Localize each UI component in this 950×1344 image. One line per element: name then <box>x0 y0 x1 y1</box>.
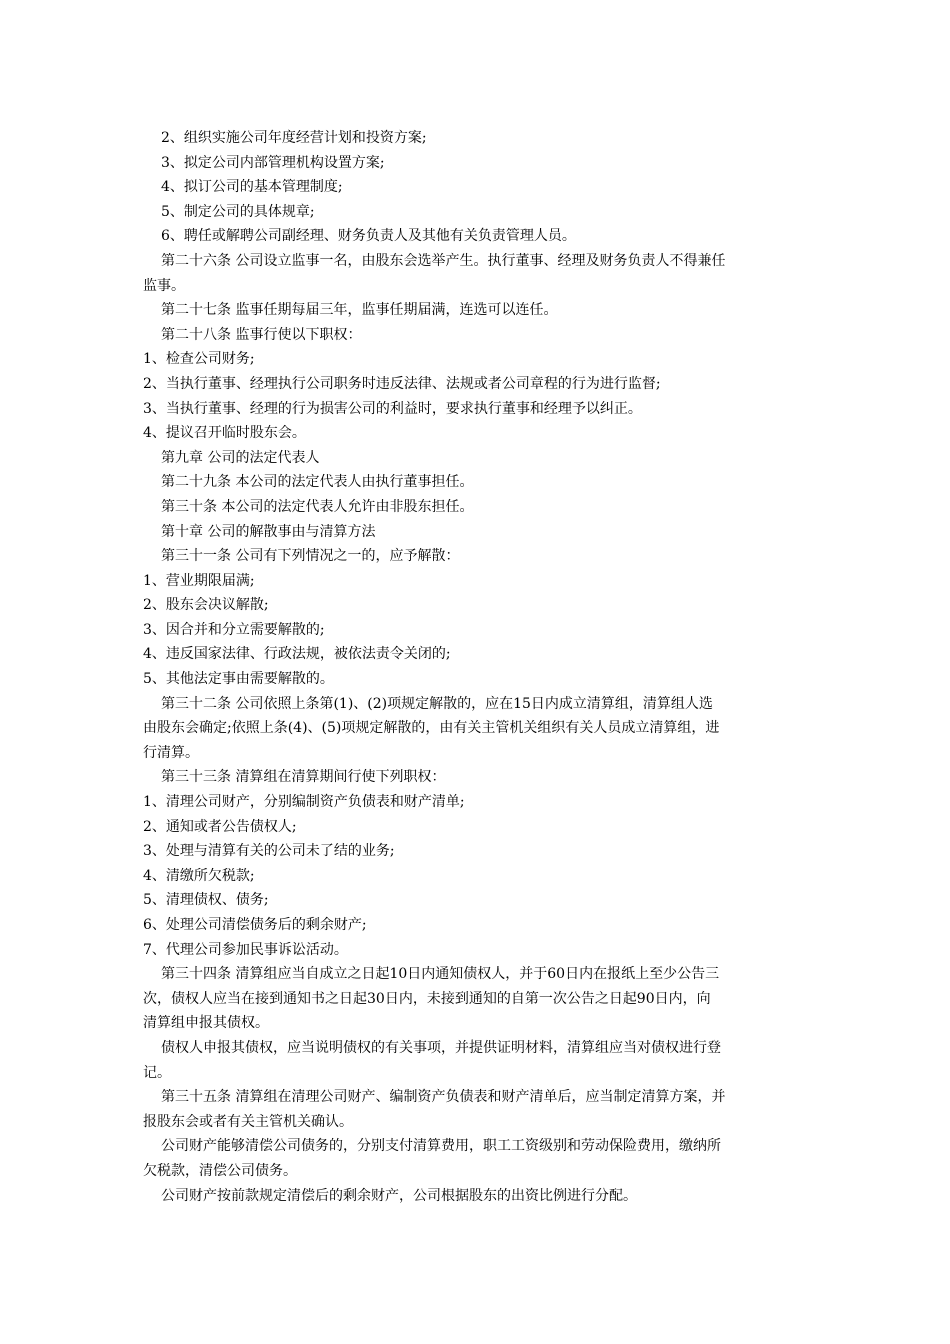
text-line: 第三十条 本公司的法定代表人允许由非股东担任。 <box>161 498 474 515</box>
text-line: 欠税款，清偿公司债务。 <box>143 1162 297 1179</box>
text-line: 1、检查公司财务; <box>143 351 255 368</box>
text-line: 报股东会或者有关主管机关确认。 <box>143 1113 353 1130</box>
text-line: 由股东会确定;依照上条(4)、(5)项规定解散的，由有关主管机关组织有关人员成立清算组，进 <box>143 720 720 737</box>
text-line: 第三十三条 清算组在清算期间行使下列职权： <box>161 769 446 786</box>
text-line: 7、代理公司参加民事诉讼活动。 <box>143 941 348 958</box>
text-line: 第二十八条 监事行使以下职权： <box>161 326 362 343</box>
text-line: 债权人申报其债权，应当说明债权的有关事项，并提供证明材料，清算组应当对债权进行登 <box>161 1039 721 1056</box>
text-line: 5、清理债权、债务; <box>143 892 269 909</box>
text-line: 6、聘任或解聘公司副经理、财务负责人及其他有关负责管理人员。 <box>161 228 576 245</box>
text-line: 行清算。 <box>143 744 199 761</box>
text-line: 第三十五条 清算组在清理公司财产、编制资产负债表和财产清单后，应当制定清算方案，并 <box>161 1089 726 1106</box>
text-line: 3、当执行董事、经理的行为损害公司的利益时，要求执行董事和经理予以纠正。 <box>143 400 642 417</box>
text-line: 3、处理与清算有关的公司未了结的业务; <box>143 843 395 860</box>
text-line: 2、组织实施公司年度经营计划和投资方案; <box>161 130 427 146</box>
text-line: 5、制定公司的具体规章; <box>161 203 315 220</box>
text-line: 3、拟定公司内部管理机构设置方案; <box>161 154 385 171</box>
text-line: 1、营业期限届满; <box>143 572 255 589</box>
text-line: 4、拟订公司的基本管理制度; <box>161 179 343 196</box>
text-line: 记。 <box>143 1064 171 1081</box>
text-line: 第三十四条 清算组应当自成立之日起10日内通知债权人，并于60日内在报纸上至少公告三 <box>161 966 720 983</box>
text-line: 3、因合并和分立需要解散的; <box>143 621 325 638</box>
text-line: 4、提议召开临时股东会。 <box>143 425 306 442</box>
text-line: 2、通知或者公告债权人; <box>143 818 297 835</box>
text-line: 4、清缴所欠税款; <box>143 867 255 884</box>
text-line: 第三十一条 公司有下列情况之一的，应予解散： <box>161 548 460 565</box>
text-line: 第二十七条 监事任期每届三年，监事任期届满，连选可以连任。 <box>161 302 558 319</box>
document-body <box>143 126 811 1208</box>
text-line: 公司财产能够清偿公司债务的，分别支付清算费用，职工工资级别和劳动保险费用，缴纳所 <box>161 1138 721 1155</box>
text-line: 次，债权人应当在接到通知书之日起30日内，未接到通知的自第一次公告之日起90日内，向 <box>143 990 711 1007</box>
text-line: 公司财产按前款规定清偿后的剩余财产，公司根据股东的出资比例进行分配。 <box>161 1187 637 1204</box>
text-line: 监事。 <box>143 277 185 294</box>
text-line: 第二十六条 公司设立监事一名，由股东会选举产生。执行董事、经理及财务负责人不得兼任 <box>161 252 726 269</box>
text-line: 第三十二条 公司依照上条第(1)、(2)项规定解散的，应在15日内成立清算组，清算组人选 <box>161 695 713 712</box>
text-line: 第十章 公司的解散事由与清算方法 <box>161 523 376 540</box>
text-line: 5、其他法定事由需要解散的。 <box>143 671 334 688</box>
text-line: 2、当执行董事、经理执行公司职务时违反法律、法规或者公司章程的行为进行监督; <box>143 375 661 392</box>
text-line: 6、处理公司清偿债务后的剩余财产; <box>143 917 367 933</box>
text-line: 4、违反国家法律、行政法规，被依法责令关闭的; <box>143 646 451 663</box>
text-line: 1、清理公司财产，分别编制资产负债表和财产清单; <box>143 794 465 811</box>
text-line: 第九章 公司的法定代表人 <box>161 449 320 466</box>
text-line: 2、股东会决议解散; <box>143 597 269 614</box>
text-line: 清算组申报其债权。 <box>143 1015 269 1032</box>
text-line: 第二十九条 本公司的法定代表人由执行董事担任。 <box>161 474 474 491</box>
